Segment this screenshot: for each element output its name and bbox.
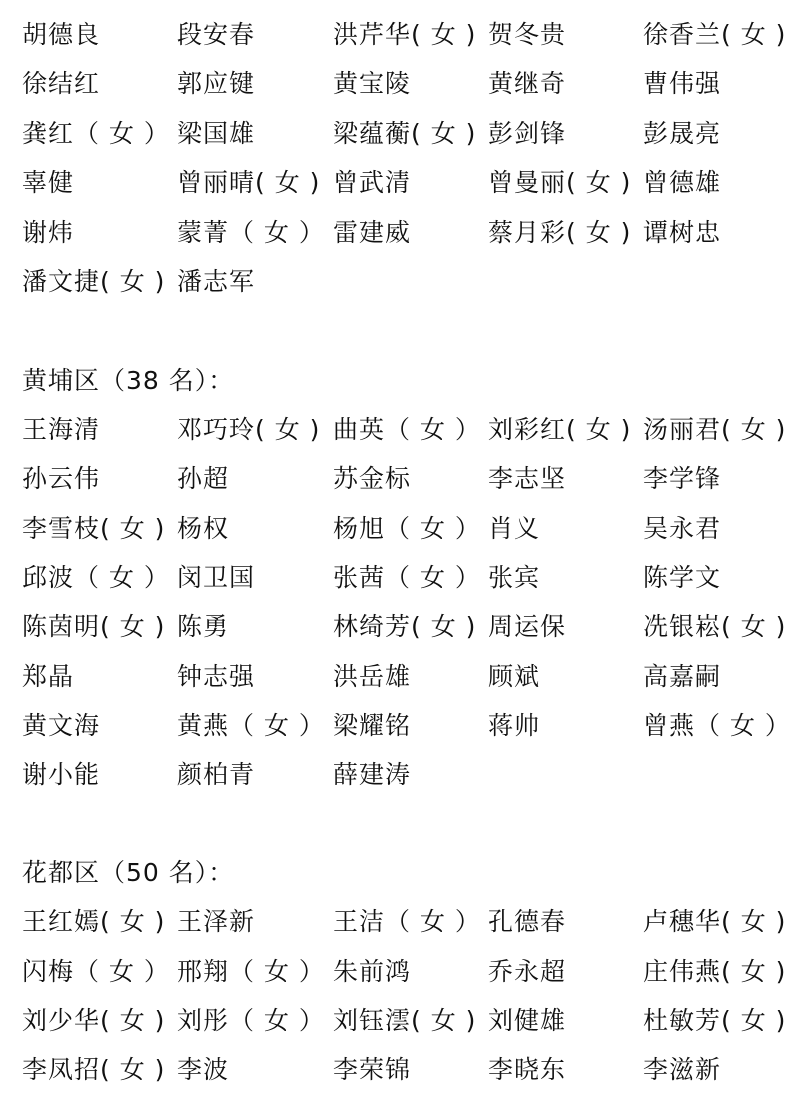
person-name: 刘彩红( 女 ): [488, 415, 632, 444]
name-row: [22, 952, 800, 992]
person-name: 冼银崧( 女 ): [643, 612, 787, 641]
person-name: 潘文捷( 女 ): [22, 267, 166, 296]
section-heading-huadu: 花都区（50 名）：: [22, 858, 235, 887]
name-row: [22, 902, 800, 942]
person-name: 黄继奇: [488, 69, 567, 98]
person-name: 洪芹华( 女 ): [333, 20, 477, 49]
person-name: 谭树忠: [643, 218, 722, 247]
person-name: 钟志强: [177, 662, 256, 691]
person-name: 李晓东: [488, 1055, 567, 1084]
person-name: 苏金标: [333, 464, 412, 493]
name-row: [22, 163, 800, 203]
person-name: 乔永超: [488, 957, 567, 986]
person-name: 陈茵明( 女 ): [22, 612, 166, 641]
name-row: [22, 607, 800, 647]
section-heading-huangpu: 黄埔区（38 名）：: [22, 366, 235, 395]
person-name: 刘钰澐( 女 ): [333, 1006, 477, 1035]
person-name: 谢小能: [22, 760, 101, 789]
person-name: 顾斌: [488, 662, 541, 691]
person-name: 曹伟强: [643, 69, 722, 98]
person-name: 孙云伟: [22, 464, 101, 493]
name-row: [22, 657, 800, 697]
person-name: 李荣锦: [333, 1055, 412, 1084]
person-name: 蒋帅: [488, 711, 541, 740]
person-name: 梁耀铭: [333, 711, 412, 740]
name-row: [22, 410, 800, 450]
person-name: 汤丽君( 女 ): [643, 415, 787, 444]
person-name: 李志坚: [488, 464, 567, 493]
person-name: 辜健: [22, 168, 75, 197]
person-name: 潘志军: [177, 267, 256, 296]
person-name: 薛建涛: [333, 760, 412, 789]
person-name: 张宾: [488, 563, 541, 592]
person-name: 李滋新: [643, 1055, 722, 1084]
person-name: 彭晟亮: [643, 119, 722, 148]
person-name: 卢穗华( 女 ): [643, 907, 787, 936]
person-name: 黄燕（ 女 ）: [177, 711, 325, 740]
name-row: [22, 15, 800, 55]
person-name: 邓巧玲( 女 ): [177, 415, 321, 444]
person-name: 王海清: [22, 415, 101, 444]
person-name: 孔德春: [488, 907, 567, 936]
person-name: 彭剑锋: [488, 119, 567, 148]
person-name: 曾德雄: [643, 168, 722, 197]
person-name: 杨权: [177, 514, 230, 543]
person-name: 张茜（ 女 ）: [333, 563, 481, 592]
person-name: 陈学文: [643, 563, 722, 592]
person-name: 曾燕（ 女 ）: [643, 711, 791, 740]
name-row: [22, 706, 800, 746]
person-name: 杜敏芳( 女 ): [643, 1006, 787, 1035]
name-row: [22, 558, 800, 598]
person-name: 吴永君: [643, 514, 722, 543]
person-name: 雷建威: [333, 218, 412, 247]
person-name: 郑晶: [22, 662, 75, 691]
person-name: 王红嫣( 女 ): [22, 907, 166, 936]
person-name: 王泽新: [177, 907, 256, 936]
name-row: [22, 1050, 800, 1090]
person-name: 蔡月彩( 女 ): [488, 218, 632, 247]
person-name: 郭应键: [177, 69, 256, 98]
person-name: 黄宝陵: [333, 69, 412, 98]
person-name: 梁蕴蘅( 女 ): [333, 119, 477, 148]
person-name: 刘健雄: [488, 1006, 567, 1035]
person-name: 朱前鸿: [333, 957, 412, 986]
person-name: 曾曼丽( 女 ): [488, 168, 632, 197]
person-name: 陈勇: [177, 612, 230, 641]
person-name: 徐香兰( 女 ): [643, 20, 787, 49]
person-name: 肖义: [488, 514, 541, 543]
person-name: 胡德良: [22, 20, 101, 49]
person-name: 曾丽晴( 女 ): [177, 168, 321, 197]
person-name: 孙超: [177, 464, 230, 493]
person-name: 梁国雄: [177, 119, 256, 148]
name-row: [22, 213, 800, 253]
person-name: 庄伟燕( 女 ): [643, 957, 787, 986]
name-row: [22, 459, 800, 499]
person-name: 徐结红: [22, 69, 101, 98]
person-name: 黄文海: [22, 711, 101, 740]
person-name: 李学锋: [643, 464, 722, 493]
person-name: 龚红（ 女 ）: [22, 119, 170, 148]
person-name: 李凤招( 女 ): [22, 1055, 166, 1084]
person-name: 洪岳雄: [333, 662, 412, 691]
person-name: 李雪枝( 女 ): [22, 514, 166, 543]
person-name: 邢翔（ 女 ）: [177, 957, 325, 986]
name-row: [22, 262, 800, 302]
name-row: [22, 755, 800, 795]
name-row: [22, 1001, 800, 1041]
name-row: [22, 114, 800, 154]
person-name: 刘少华( 女 ): [22, 1006, 166, 1035]
person-name: 王洁（ 女 ）: [333, 907, 481, 936]
person-name: 颜柏青: [177, 760, 256, 789]
person-name: 杨旭（ 女 ）: [333, 514, 481, 543]
person-name: 林绮芳( 女 ): [333, 612, 477, 641]
person-name: 李波: [177, 1055, 230, 1084]
person-name: 曲英（ 女 ）: [333, 415, 481, 444]
person-name: 邱波（ 女 ）: [22, 563, 170, 592]
person-name: 周运保: [488, 612, 567, 641]
person-name: 谢炜: [22, 218, 75, 247]
person-name: 贺冬贵: [488, 20, 567, 49]
name-row: [22, 509, 800, 549]
person-name: 蒙菁（ 女 ）: [177, 218, 325, 247]
person-name: 高嘉嗣: [643, 662, 722, 691]
person-name: 刘彤（ 女 ）: [177, 1006, 325, 1035]
name-row: [22, 64, 800, 104]
person-name: 段安春: [177, 20, 256, 49]
person-name: 曾武清: [333, 168, 412, 197]
person-name: 闪梅（ 女 ）: [22, 957, 170, 986]
person-name: 闵卫国: [177, 563, 256, 592]
